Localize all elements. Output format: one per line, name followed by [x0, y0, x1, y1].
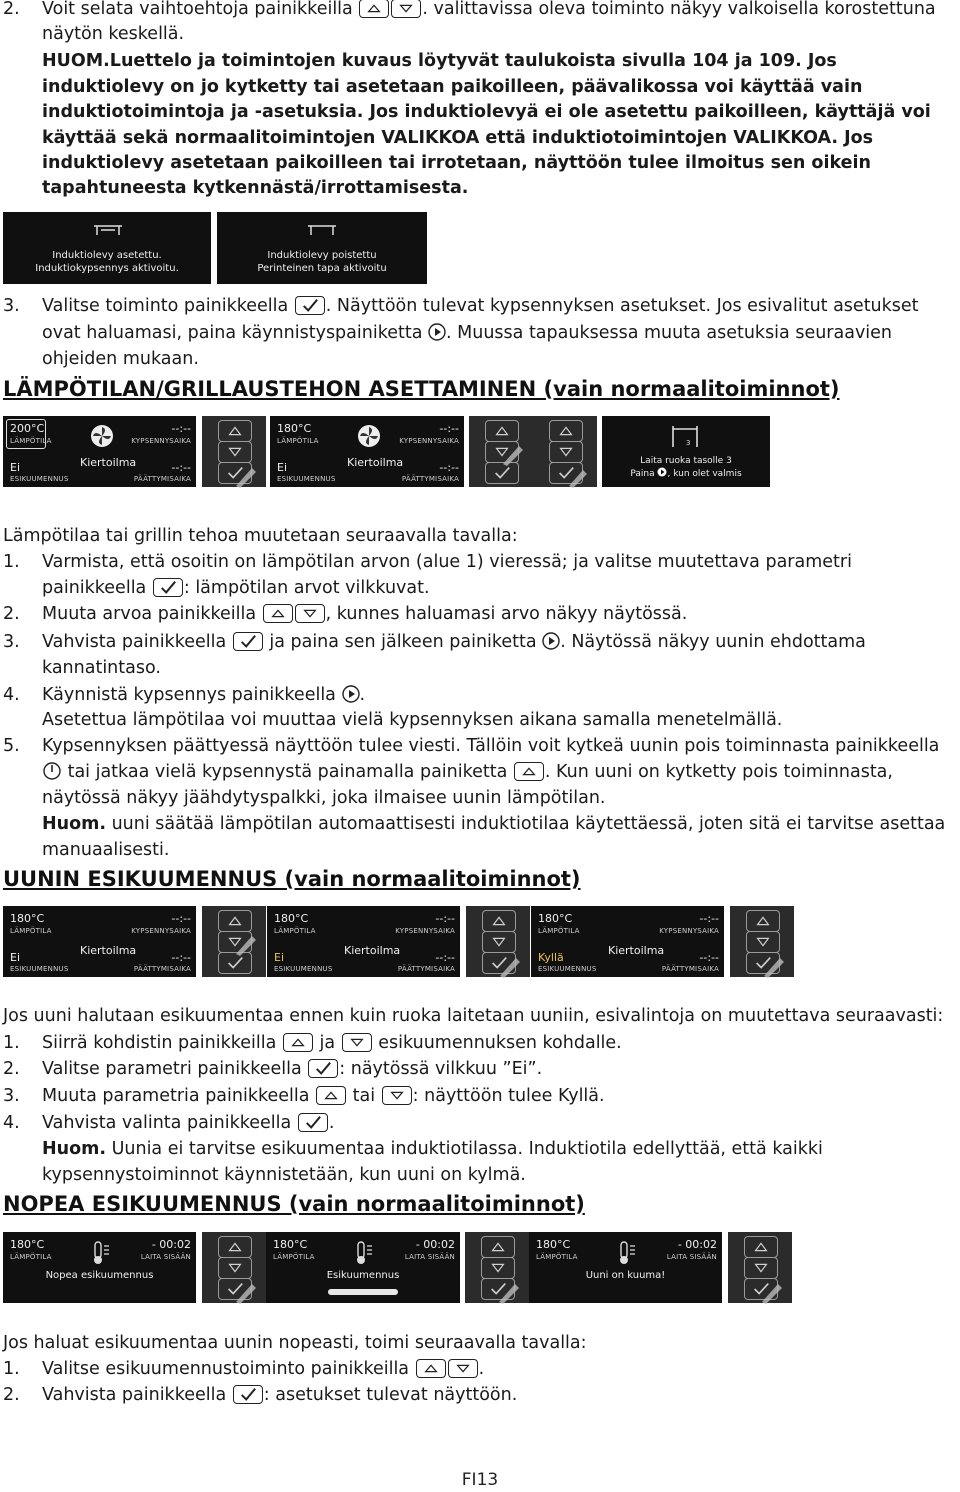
end-time-value: --:--	[699, 951, 719, 964]
section-intro: Jos haluat esikuumentaa uunin nopeasti, toimi seuraavalla tavalla:	[3, 1333, 587, 1353]
up-button[interactable]	[218, 1236, 252, 1258]
up-button[interactable]	[218, 910, 252, 932]
temperature-label: LÄMPÖTILA	[273, 1253, 315, 1261]
temperature-label: LÄMPÖTILA	[538, 927, 580, 935]
shelf-message: Laita ruoka tasolle 3	[640, 456, 732, 466]
finger-press-icon	[496, 954, 522, 978]
fast-preheat-screen	[3, 1232, 196, 1303]
note-label: Huom.	[42, 814, 107, 834]
step-text: .	[478, 1359, 485, 1379]
induction-inserted-screen	[3, 212, 211, 284]
down-button[interactable]	[744, 1257, 778, 1279]
function-name: Kiertoilma	[344, 944, 401, 957]
up-button[interactable]	[744, 1236, 778, 1258]
oven-settings-screen	[3, 416, 196, 487]
progress-bar	[328, 1289, 398, 1295]
cook-time-value: --:--	[435, 912, 455, 925]
step-text: ja	[319, 1033, 336, 1053]
time-value: - 00:02	[415, 1238, 455, 1251]
intro-text: . valittavissa oleva toiminto näkyy valkoisella korostettuna	[422, 0, 936, 19]
step-number: 2.	[3, 604, 20, 624]
screen-text: Induktiokypsennys aktivoitu.	[35, 263, 179, 274]
start-icon	[542, 632, 560, 650]
thermometer-icon	[615, 1240, 639, 1266]
down-key-icon	[342, 1033, 372, 1052]
end-time-value: --:--	[171, 461, 191, 474]
step-text: : lämpötilan arvot vilkkuvat.	[183, 578, 430, 598]
step-text: Käynnistä kypsennys painikkeella	[42, 685, 336, 705]
step-text: : näytössä vilkkuu ”Ei”.	[339, 1059, 543, 1079]
end-time-label: PÄÄTTYMISAIKA	[133, 965, 191, 973]
up-button[interactable]	[485, 420, 519, 442]
intro-text: Voit selata vaihtoehtoja painikkeilla	[42, 0, 353, 19]
end-time-label: PÄÄTTYMISAIKA	[133, 475, 191, 483]
note-label: Huom.	[42, 1139, 107, 1159]
start-icon	[428, 323, 446, 341]
note-line: tapahtuneesta kytkennästä/irrottamisesta.	[42, 178, 469, 198]
finger-press-icon	[760, 954, 786, 978]
oven-settings-screen	[531, 906, 724, 977]
oven-settings-screen	[267, 906, 460, 977]
step-number: 3.	[3, 632, 20, 652]
oven-settings-screen	[270, 416, 464, 487]
note-line: HUOM.Luettelo ja toimintojen kuvaus löytyvät taulukoista sivulla 104 ja 109. Jos	[42, 51, 837, 71]
step-text: ohjeiden mukaan.	[42, 349, 199, 369]
down-key-icon	[382, 1086, 412, 1105]
step-text: . Näytössä näkyy uunin ehdottama	[560, 632, 866, 652]
step-text: Varmista, että osoitin on lämpötilan arvon (alue 1) vieressä; ja valitse muutettava parametri	[42, 552, 852, 572]
section-intro: Jos uuni halutaan esikuumentaa ennen kuin ruoka laitetaan uuniin, esivalintoja on muutettava seuraavasti:	[3, 1006, 944, 1026]
step-text: Muuta arvoa painikkeilla	[42, 604, 257, 624]
finger-press-icon	[232, 464, 258, 488]
note-line: käyttää sekä normaalitoimintojen VALIKKOA että induktiotoimintojen VALIKKOA. Jos	[42, 128, 874, 148]
note-line: induktiotoimintoja ja -asetuksia. Jos induktiolevyä ei ole asetettu paikoilleen, käyttäjä voi	[42, 102, 931, 122]
preheat-value: Ei	[10, 461, 21, 474]
cook-time-value: --:--	[699, 912, 719, 925]
preheat-label: ESIKUUMENNUS	[277, 475, 336, 483]
function-name: Kiertoilma	[608, 944, 665, 957]
step-number: 1.	[3, 1033, 20, 1053]
step-text: : asetukset tulevat näyttöön.	[263, 1385, 518, 1405]
step-text: Muuta parametria painikkeella	[42, 1086, 310, 1106]
finger-press-icon	[758, 1280, 784, 1304]
power-icon	[42, 761, 62, 781]
function-name: Kiertoilma	[80, 944, 137, 957]
step-text: ja paina sen jälkeen painiketta	[269, 632, 537, 652]
confirm-key-icon	[298, 1113, 328, 1132]
end-time-label: PÄÄTTYMISAIKA	[401, 475, 459, 483]
confirm-key-icon	[153, 578, 183, 597]
note-line: induktiolevy asetetaan paikoilleen tai irrotetaan, näyttöön tulee ilmoitus sen oikein	[42, 153, 871, 173]
step-number: 2.	[3, 0, 20, 19]
up-button[interactable]	[218, 420, 252, 442]
down-button[interactable]	[218, 441, 252, 463]
end-time-value: --:--	[435, 951, 455, 964]
finger-press-icon	[232, 1280, 258, 1304]
oven-shelf-icon	[670, 423, 700, 449]
finger-press-icon	[495, 1280, 521, 1304]
start-icon	[342, 685, 360, 703]
time-label: LAITA SISÄÄN	[666, 1253, 717, 1261]
function-name: Kiertoilma	[80, 456, 137, 469]
status-message: Uuni on kuuma!	[585, 1270, 666, 1281]
up-key-icon	[514, 762, 544, 781]
step-text: Asetettua lämpötilaa voi muuttaa vielä kypsennyksen aikana samalla menetelmällä.	[42, 710, 783, 730]
temperature-value: 180°C	[538, 912, 573, 925]
note-text: manuaalisesti.	[42, 840, 170, 860]
end-time-label: PÄÄTTYMISAIKA	[661, 965, 719, 973]
time-value: - 00:02	[677, 1238, 717, 1251]
up-key-icon	[263, 604, 293, 623]
step-number: 1.	[3, 1359, 20, 1379]
progress-fill	[328, 1289, 398, 1295]
step-text: : näyttöön tulee Kyllä.	[412, 1086, 605, 1106]
oven-settings-screen	[3, 906, 196, 977]
step-text: .	[359, 685, 366, 705]
down-button[interactable]	[746, 931, 780, 953]
step-text: Valitse esikuumennustoiminto painikkeilla	[42, 1359, 410, 1379]
cook-time-label: KYPSENNYSAIKA	[395, 927, 455, 935]
step-text: tai jatkaa vielä kypsennystä painamalla painiketta	[67, 762, 508, 782]
thermometer-icon	[89, 1240, 113, 1266]
cook-time-value: --:--	[439, 422, 459, 435]
up-key-icon	[316, 1086, 346, 1105]
step-number: 5.	[3, 736, 20, 756]
confirm-key-icon	[295, 296, 325, 315]
end-time-value: --:--	[171, 951, 191, 964]
confirm-key-icon	[233, 632, 263, 651]
down-key-icon	[391, 0, 421, 18]
preheat-label: ESIKUUMENNUS	[10, 475, 69, 483]
step-text: . Kun uuni on kytketty pois toiminnasta,	[544, 762, 893, 782]
preheat-value: Ei	[277, 461, 288, 474]
step-number: 2.	[3, 1385, 20, 1405]
section-heading: NOPEA ESIKUUMENNUS (vain normaalitoiminnot)	[3, 1192, 585, 1216]
confirm-key-icon	[308, 1059, 338, 1078]
finger-press-icon	[232, 932, 258, 956]
temperature-value: 180°C	[10, 912, 45, 925]
temperature-label: LÄMPÖTILA	[536, 1253, 578, 1261]
finger-press-icon	[565, 468, 589, 488]
fast-preheat-screen	[529, 1232, 722, 1303]
step-text: ovat haluamasi, paina käynnistyspainiketta	[42, 323, 423, 343]
up-key-icon	[416, 1359, 446, 1378]
fan-icon	[89, 423, 115, 449]
time-label: LAITA SISÄÄN	[404, 1253, 455, 1261]
end-time-value: --:--	[439, 461, 459, 474]
step-text: Vahvista valinta painikkeella	[42, 1113, 292, 1133]
step-text: näytössä näkyy jäähdytyspalkki, joka ilmaisee uunin lämpötilan.	[42, 788, 606, 808]
screen-text: Induktiolevy poistettu	[267, 250, 377, 261]
step-number: 4.	[3, 1113, 20, 1133]
status-message: Nopea esikuumennus	[45, 1270, 154, 1281]
down-button[interactable]	[482, 931, 516, 953]
step-text: Vahvista painikkeella	[42, 632, 227, 652]
down-button[interactable]	[481, 1257, 515, 1279]
svg-text:3: 3	[686, 439, 691, 447]
confirm-key-icon	[233, 1385, 263, 1404]
step-number: 3.	[3, 296, 20, 316]
cook-time-label: KYPSENNYSAIKA	[659, 927, 719, 935]
up-key-icon	[283, 1033, 313, 1052]
preheat-value: Ei	[10, 951, 21, 964]
cook-time-value: --:--	[171, 912, 191, 925]
section-intro: Lämpötilaa tai grillin tehoa muutetaan seuraavalla tavalla:	[3, 526, 518, 546]
side-buttons	[533, 416, 597, 487]
up-button[interactable]	[481, 1236, 515, 1258]
end-time-label: PÄÄTTYMISAIKA	[397, 965, 455, 973]
side-buttons	[466, 906, 530, 977]
status-message: Esikuumennus	[326, 1270, 400, 1281]
preheat-label: ESIKUUMENNUS	[10, 965, 69, 973]
temperature-value: 180°C	[274, 912, 309, 925]
temperature-value: 180°C	[10, 1238, 45, 1251]
temperature-label: LÄMPÖTILA	[10, 1253, 52, 1261]
step-number: 2.	[3, 1059, 20, 1079]
cook-time-label: KYPSENNYSAIKA	[399, 437, 459, 445]
side-buttons	[202, 416, 266, 487]
temperature-value: 180°C	[536, 1238, 571, 1251]
down-key-icon	[295, 604, 325, 623]
thermometer-icon	[352, 1240, 376, 1266]
note-text: kypsennystoiminnot käynnistetään, kun uuni on kylmä.	[42, 1165, 526, 1185]
temperature-label: LÄMPÖTILA	[10, 437, 52, 445]
step-text: Siirrä kohdistin painikkeilla	[42, 1033, 277, 1053]
preheat-label: ESIKUUMENNUS	[274, 965, 333, 973]
step-text: tai	[352, 1086, 376, 1106]
temperature-value: 180°C	[277, 422, 312, 435]
step-number: 4.	[3, 685, 20, 705]
function-name: Kiertoilma	[347, 456, 404, 469]
temperature-label: LÄMPÖTILA	[277, 437, 319, 445]
shelf-level-screen	[602, 416, 770, 487]
step-text: Kypsennyksen päättyessä näyttöön tulee viesti. Tällöin voit kytkeä uunin pois toiminnasta painikkeella	[42, 736, 940, 756]
induction-plate-icon	[91, 222, 125, 236]
temperature-label: LÄMPÖTILA	[10, 927, 52, 935]
step-text: Valitse toiminto painikkeella	[42, 296, 289, 316]
preheat-value: Kyllä	[538, 951, 564, 964]
fast-preheat-screen	[266, 1232, 460, 1303]
side-buttons	[469, 416, 533, 487]
intro-text: näytön keskellä.	[42, 24, 185, 44]
step-text: .	[328, 1113, 335, 1133]
note-line: induktiolevy on jo kytketty tai asetetaan paikoilleen, päävalikossa voi käyttää vain	[42, 77, 863, 97]
finger-press-icon	[499, 442, 525, 466]
screen-text: Induktiolevy asetettu.	[52, 250, 162, 261]
side-buttons	[465, 1232, 529, 1303]
time-value: - 00:02	[151, 1238, 191, 1251]
section-heading: LÄMPÖTILAN/GRILLAUSTEHON ASETTAMINEN (vain normaalitoiminnot)	[3, 377, 840, 401]
shelf-message: Paina , kun olet valmis	[630, 469, 742, 479]
step-text: kannatintaso.	[42, 658, 161, 678]
page-number: FI13	[461, 1470, 499, 1490]
up-key-icon	[359, 0, 389, 18]
step-number: 3.	[3, 1086, 20, 1106]
time-label: LAITA SISÄÄN	[140, 1253, 191, 1261]
up-button[interactable]	[549, 420, 583, 442]
cook-time-label: KYPSENNYSAIKA	[131, 437, 191, 445]
fan-icon	[356, 423, 382, 449]
section-heading: UUNIN ESIKUUMENNUS (vain normaalitoiminnot)	[3, 867, 581, 891]
up-button[interactable]	[746, 910, 780, 932]
induction-removed-screen	[217, 212, 427, 284]
up-button[interactable]	[482, 910, 516, 932]
down-button[interactable]	[549, 441, 583, 463]
side-buttons	[202, 1232, 266, 1303]
cook-time-label: KYPSENNYSAIKA	[131, 927, 191, 935]
side-buttons	[730, 906, 794, 977]
note-text: uuni säätää lämpötilan automaattisesti induktiotilaa käytettäessä, joten sitä ei tarvitse asettaa	[106, 814, 946, 834]
screen-text: Perinteinen tapa aktivoitu	[257, 263, 387, 274]
step-text: painikkeella	[42, 578, 147, 598]
step-text: Vahvista painikkeella	[42, 1385, 227, 1405]
side-buttons	[728, 1232, 792, 1303]
step-text: , kunnes haluamasi arvo näkyy näytössä.	[325, 604, 688, 624]
step-text: . Näyttöön tulevat kypsennyksen asetukset. Jos esivalitut asetukset	[325, 296, 919, 316]
down-button[interactable]	[218, 1257, 252, 1279]
step-number: 1.	[3, 552, 20, 572]
temperature-value: 180°C	[273, 1238, 308, 1251]
preheat-label: ESIKUUMENNUS	[538, 965, 597, 973]
step-text: esikuumennuksen kohdalle.	[378, 1033, 622, 1053]
down-key-icon	[448, 1359, 478, 1378]
step-text: Valitse parametri painikkeella	[42, 1059, 302, 1079]
induction-plate-icon	[305, 222, 339, 236]
temperature-label: LÄMPÖTILA	[274, 927, 316, 935]
preheat-value: Ei	[274, 951, 285, 964]
start-icon	[657, 467, 667, 477]
side-buttons	[202, 906, 266, 977]
cook-time-value: --:--	[171, 422, 191, 435]
temperature-value: 200°C	[10, 422, 45, 435]
step-text: . Muussa tapauksessa muuta asetuksia seuraavien	[446, 323, 893, 343]
note-text: Uunia ei tarvitse esikuumentaa induktiotilassa. Induktiotila edellyttää, että kaikki	[106, 1139, 823, 1159]
